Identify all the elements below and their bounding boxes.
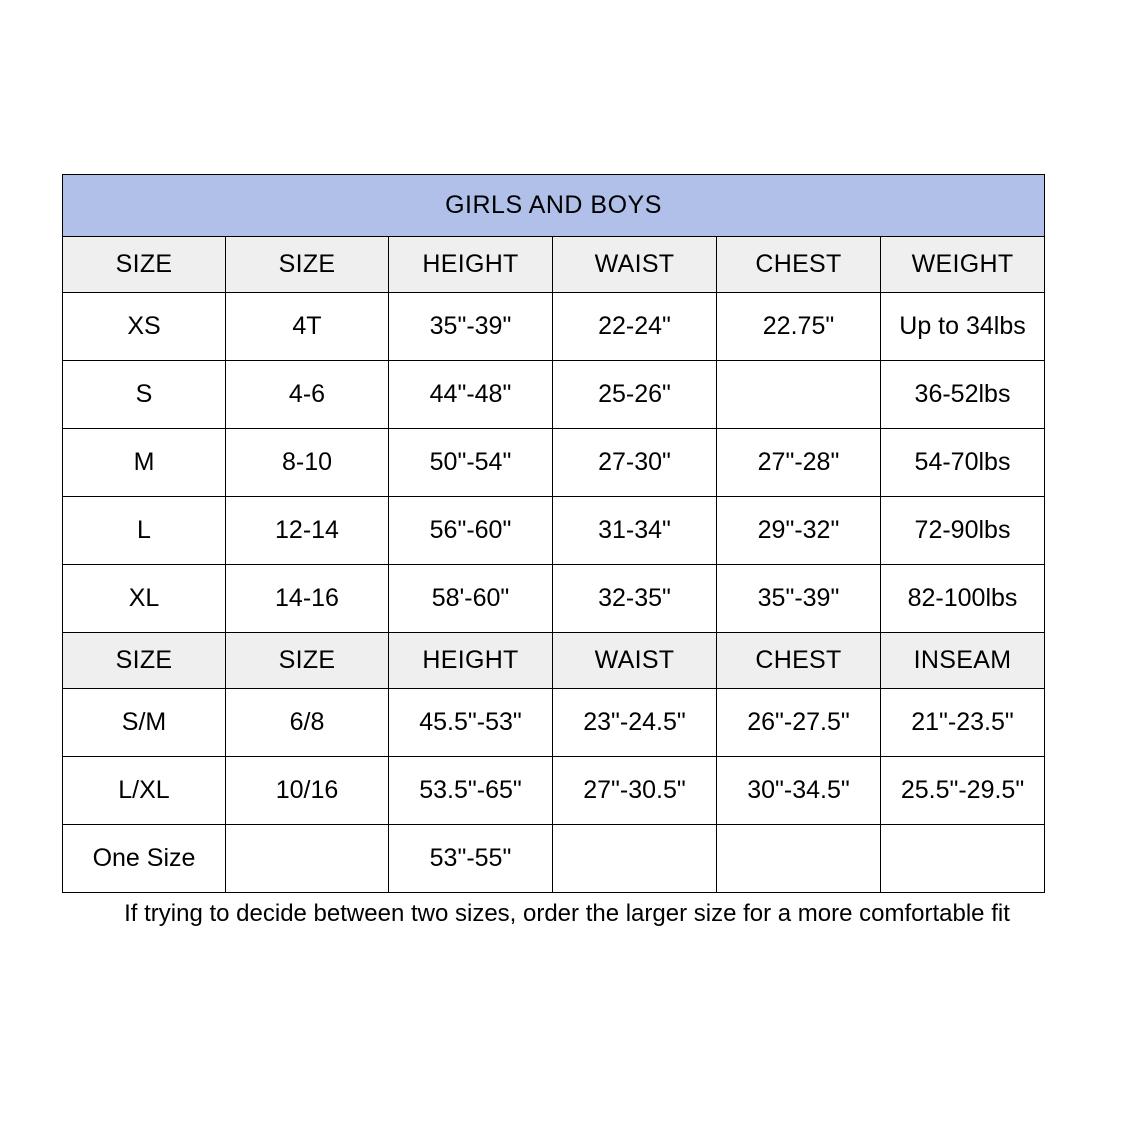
- cell-waist: 22-24": [553, 293, 717, 361]
- cell-size-letter: L: [63, 497, 226, 565]
- column-header-chest: CHEST: [717, 633, 881, 689]
- section1-header-row: [63, 237, 1045, 293]
- column-header-inseam: INSEAM: [881, 633, 1045, 689]
- cell-weight: 72-90lbs: [881, 497, 1045, 565]
- section2-header-row: [63, 633, 1045, 689]
- cell-size-numeric: 14-16: [226, 565, 389, 633]
- footnote-text: If trying to decide between two sizes, order the larger size for a more comfortable fit: [124, 900, 1010, 927]
- cell-chest: 26"-27.5": [717, 689, 881, 757]
- cell-size-numeric: 10/16: [226, 757, 389, 825]
- cell-height: 58'-60": [389, 565, 553, 633]
- cell-weight: 54-70lbs: [881, 429, 1045, 497]
- table-row: [63, 361, 1045, 429]
- column-header-weight: WEIGHT: [881, 237, 1045, 293]
- cell-size-numeric: 12-14: [226, 497, 389, 565]
- cell-chest: [717, 825, 881, 893]
- cell-waist: [553, 825, 717, 893]
- cell-waist: 25-26": [553, 361, 717, 429]
- cell-weight: Up to 34lbs: [881, 293, 1045, 361]
- cell-waist: 27"-30.5": [553, 757, 717, 825]
- cell-size-numeric: 6/8: [226, 689, 389, 757]
- column-header-height: HEIGHT: [389, 633, 553, 689]
- cell-height: 56"-60": [389, 497, 553, 565]
- cell-inseam: [881, 825, 1045, 893]
- cell-chest: 29"-32": [717, 497, 881, 565]
- cell-waist: 32-35": [553, 565, 717, 633]
- cell-size-numeric: 4T: [226, 293, 389, 361]
- cell-size-numeric: 8-10: [226, 429, 389, 497]
- cell-height: 50"-54": [389, 429, 553, 497]
- cell-height: 35"-39": [389, 293, 553, 361]
- cell-chest: 30"-34.5": [717, 757, 881, 825]
- cell-size-letter: M: [63, 429, 226, 497]
- cell-size-numeric: 4-6: [226, 361, 389, 429]
- table-row: [63, 565, 1045, 633]
- cell-chest: 27"-28": [717, 429, 881, 497]
- column-header-size-numeric: SIZE: [226, 633, 389, 689]
- cell-size-letter: S: [63, 361, 226, 429]
- column-header-size-numeric: SIZE: [226, 237, 389, 293]
- cell-size-numeric: [226, 825, 389, 893]
- cell-inseam: 25.5"-29.5": [881, 757, 1045, 825]
- cell-size-letter: XS: [63, 293, 226, 361]
- cell-inseam: 21"-23.5": [881, 689, 1045, 757]
- column-header-size-letter: SIZE: [63, 633, 226, 689]
- table-row: [63, 689, 1045, 757]
- cell-height: 45.5"-53": [389, 689, 553, 757]
- cell-weight: 82-100lbs: [881, 565, 1045, 633]
- cell-height: 44"-48": [389, 361, 553, 429]
- table-row: [63, 497, 1045, 565]
- cell-chest: [717, 361, 881, 429]
- cell-weight: 36-52lbs: [881, 361, 1045, 429]
- column-header-chest: CHEST: [717, 237, 881, 293]
- cell-chest: 22.75": [717, 293, 881, 361]
- cell-size-letter: One Size: [63, 825, 226, 893]
- cell-waist: 31-34": [553, 497, 717, 565]
- column-header-waist: WAIST: [553, 633, 717, 689]
- cell-waist: 27-30": [553, 429, 717, 497]
- cell-size-letter: S/M: [63, 689, 226, 757]
- table-row: [63, 825, 1045, 893]
- table-row: [63, 293, 1045, 361]
- table-row: [63, 429, 1045, 497]
- table-title-row: [63, 175, 1045, 237]
- size-chart-container: [62, 174, 1044, 893]
- column-header-height: HEIGHT: [389, 237, 553, 293]
- cell-waist: 23"-24.5": [553, 689, 717, 757]
- column-header-size-letter: SIZE: [63, 237, 226, 293]
- cell-size-letter: XL: [63, 565, 226, 633]
- page-title: GIRLS AND BOYS: [63, 175, 1045, 237]
- cell-height: 53.5"-65": [389, 757, 553, 825]
- cell-chest: 35"-39": [717, 565, 881, 633]
- cell-height: 53"-55": [389, 825, 553, 893]
- size-chart-table: [62, 174, 1045, 893]
- cell-size-letter: L/XL: [63, 757, 226, 825]
- table-row: [63, 757, 1045, 825]
- column-header-waist: WAIST: [553, 237, 717, 293]
